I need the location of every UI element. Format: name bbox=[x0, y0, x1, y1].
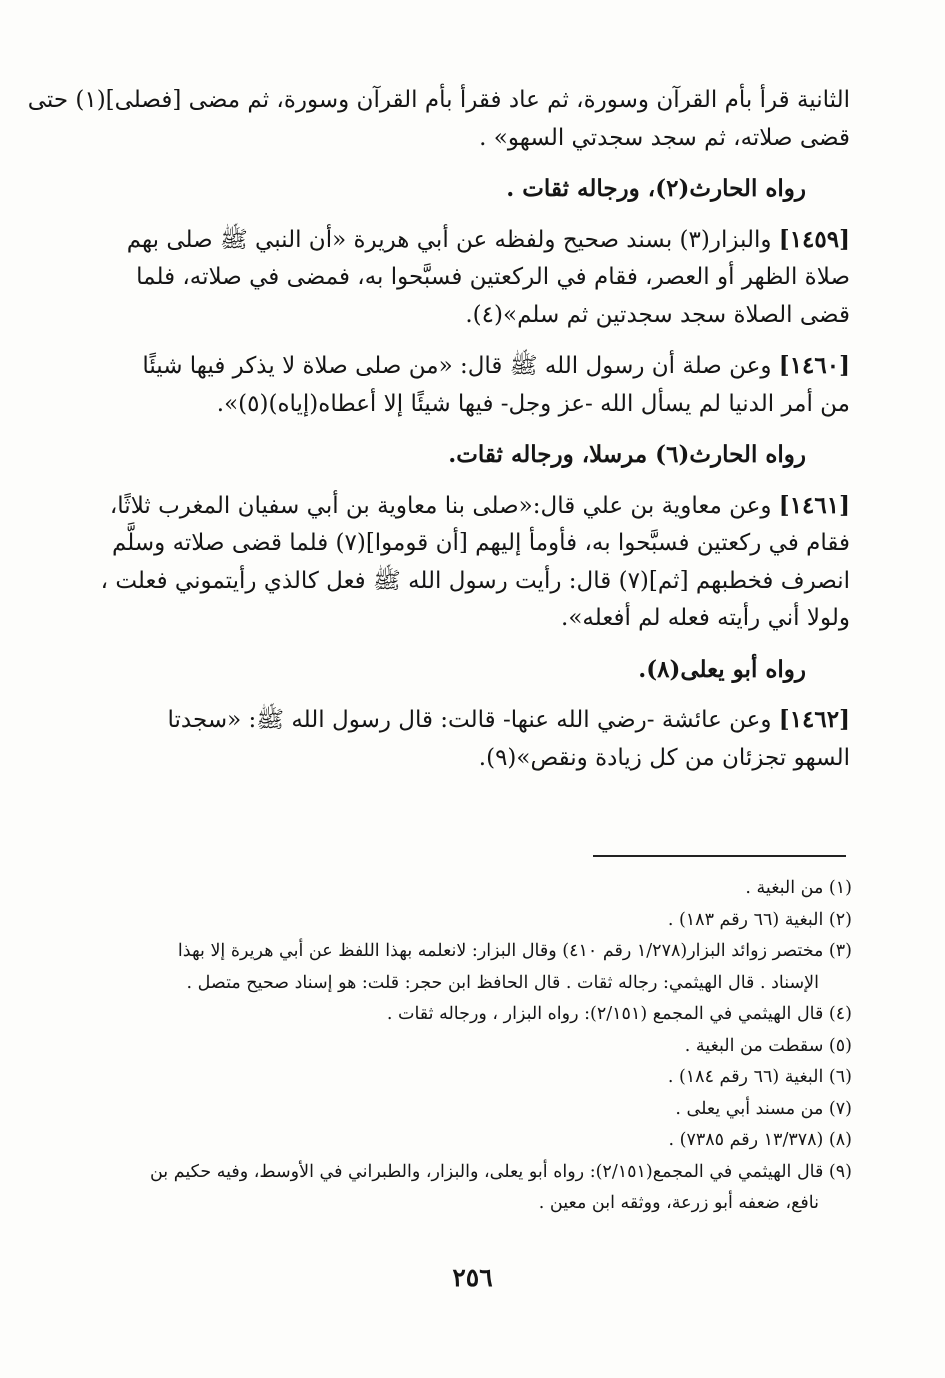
hadith-number: [١٤٦١] bbox=[778, 491, 850, 519]
text-segment: وعن عائشة -رضي الله عنها- قالت: قال رسول الله ﷺ: «سجدتا bbox=[167, 707, 772, 733]
text-line: قضى صلاته، ثم سجد سجدتي السهو» . bbox=[479, 124, 850, 151]
hadith-number: [١٤٥٩] bbox=[778, 225, 850, 253]
footnote: (١) من البغية . bbox=[745, 878, 852, 898]
text-line: قضى الصلاة سجد سجدتين ثم سلم»(٤). bbox=[465, 301, 850, 328]
narration-note: رواه أبو يعلى(٨). bbox=[638, 655, 806, 683]
footnote-line: (٩) قال الهيثمي في المجمع(٢/١٥١): رواه أبو يعلى، والبزار، والطبراني في الأوسط، وفيه حكيم بن bbox=[149, 1161, 852, 1182]
text-line: صلاة الظهر أو العصر، فقام في الركعتين فسبَّحوا به، فمضى في صلاته، فلما bbox=[136, 264, 850, 290]
text-line bbox=[80, 347, 850, 386]
footnote-line: نافع، ضعفه أبو زرعة، ووثقه ابن معين . bbox=[538, 1193, 819, 1213]
paragraph-continued bbox=[27, 82, 850, 157]
footnote: (٧) من مسند أبي يعلى . bbox=[675, 1098, 852, 1119]
narration-note: رواه الحارث(٦) مرسلا، ورجاله ثقات. bbox=[448, 441, 806, 468]
footnote: (٤) قال الهيثمي في المجمع (٢/١٥١): رواه البزار ، ورجاله ثقات . bbox=[386, 1004, 852, 1024]
text-line: السهو تجزئان من كل زيادة ونقص»(٩). bbox=[478, 744, 850, 771]
hadith-number: [١٤٦٠] bbox=[778, 352, 850, 379]
text-line: انصرف فخطبهم [ثم](٧) قال: رأيت رسول الله ﷺ فعل كالذي رأيتموني فعلت ، bbox=[100, 567, 850, 594]
footnote bbox=[80, 936, 852, 999]
hadith-1460 bbox=[80, 347, 850, 423]
text-line bbox=[80, 701, 850, 740]
main-text bbox=[27, 82, 850, 790]
footnote-line: الإسناد . قال الهيثمي: رجاله ثقات . قال الحافظ ابن حجر: قلت: هو إسناد صحيح متصل . bbox=[186, 972, 819, 993]
footnote bbox=[80, 1157, 852, 1220]
text-segment: وعن صلة أن رسول الله ﷺ قال: «من صلى صلاة لا يذكر فيها شيئًا bbox=[142, 353, 772, 379]
text-segment: وعن معاوية بن علي قال:«صلى بنا معاوية بن أبي سفيان المغرب ثلاثًا، bbox=[109, 492, 772, 519]
text-line: من أمر الدنيا لم يسأل الله -عز وجل- فيها شيئًا إلا أعطاه(إياه)(٥)». bbox=[216, 390, 850, 417]
text-line: ولولا أني رأيته فعله لم أفعله». bbox=[561, 605, 850, 631]
footnote: (٦) البغية (٦٦ رقم ١٨٤) . bbox=[667, 1067, 852, 1087]
hadith-1461 bbox=[80, 487, 850, 638]
footnote: (٢) البغية (٦٦ رقم ١٨٣) . bbox=[667, 909, 852, 930]
page-number: ٢٥٦ bbox=[452, 1263, 493, 1292]
footnote: (٥) سقطت من البغية . bbox=[684, 1035, 852, 1056]
hadith-1462 bbox=[80, 701, 850, 777]
text-line: الثانية قرأ بأم القرآن وسورة، ثم عاد فقرأ بأم القرآن وسورة، ثم مضى [فصلى](١) حتى bbox=[27, 87, 850, 113]
text-line bbox=[80, 487, 850, 526]
text-line bbox=[80, 221, 850, 260]
text-segment: والبزار(٣) بسند صحيح ولفظه عن أبي هريرة «أن النبي ﷺ صلى بهم bbox=[126, 226, 772, 253]
footnote-separator bbox=[593, 855, 846, 857]
narration-note: رواه الحارث(٢)، ورجاله ثقات . bbox=[506, 175, 806, 202]
hadith-1459 bbox=[80, 221, 850, 335]
hadith-number: [١٤٦٢] bbox=[778, 706, 850, 733]
footnote-line: (٣) مختصر زوائد البزار(١/٢٧٨ رقم ٤١٠) وقال البزار: لانعلمه بهذا اللفظ عن أبي هريرة إلا بهذا bbox=[177, 941, 852, 961]
text-line: فقام في ركعتين فسبَّحوا به، فأومأ إليهم [أن قوموا](٧) فلما قضى صلاته وسلَّم bbox=[111, 530, 850, 556]
footnote: (٨) (١٣/٣٧٨ رقم ٧٣٨٥) . bbox=[668, 1130, 852, 1150]
footnotes bbox=[80, 873, 852, 1220]
